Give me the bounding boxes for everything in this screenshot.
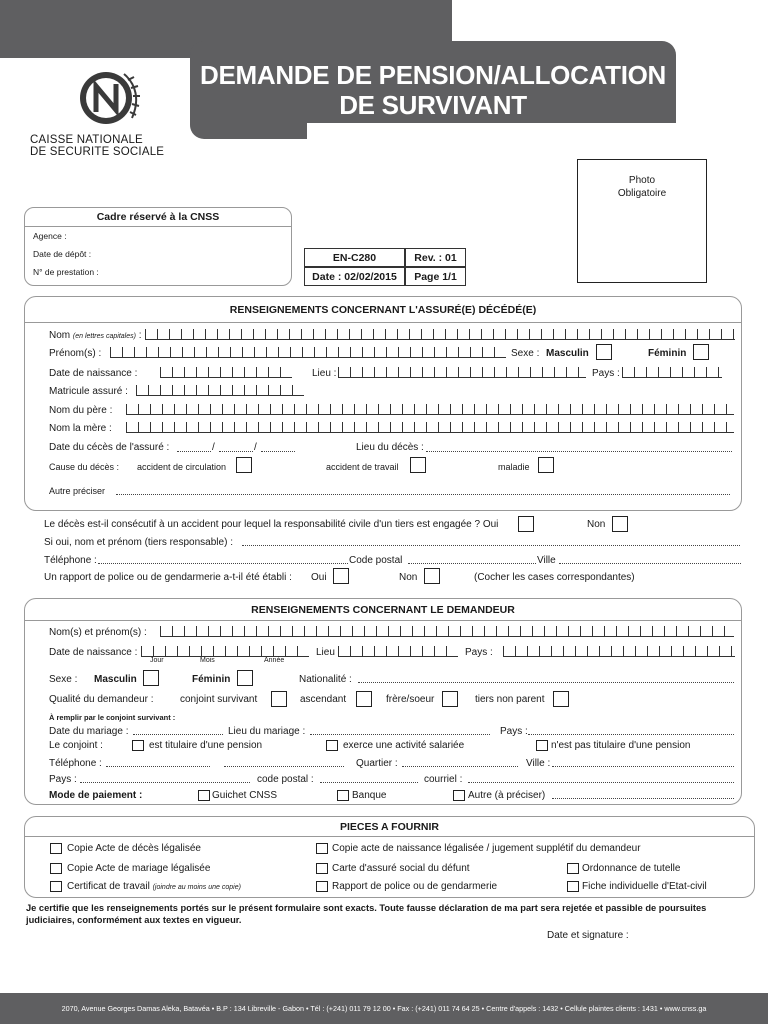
form-title-line1: DEMANDE DE PENSION/ALLOCATION	[199, 60, 667, 90]
cause-accident-travail-label: accident de travail	[326, 462, 399, 472]
date-deces-slash-1: /	[212, 442, 215, 453]
tiers-code-postal-input[interactable]	[408, 563, 536, 564]
piece-label-6: Certificat de travail	[67, 881, 150, 892]
demandeur-ville-label: Ville :	[526, 758, 551, 769]
masculin-label: Masculin	[546, 348, 589, 359]
cause-deces-label: Cause du décès :	[49, 462, 120, 472]
activite-salariee-checkbox[interactable]	[326, 740, 338, 751]
demandeur-lieu-label: Lieu	[316, 647, 335, 658]
agence-label: Agence :	[33, 231, 67, 241]
mariage-pays-label: Pays :	[500, 726, 528, 737]
tiers-telephone-input[interactable]	[98, 563, 348, 564]
maladie-checkbox[interactable]	[538, 457, 554, 473]
non-titulaire-checkbox[interactable]	[536, 740, 548, 751]
piece-label-5: Ordonnance de tutelle	[582, 863, 681, 874]
piece-checkbox-3[interactable]	[50, 863, 62, 874]
guichet-label: Guichet CNSS	[212, 790, 278, 801]
titulaire-pension-checkbox[interactable]	[132, 740, 144, 751]
certificat-hint: (joindre au moins une copie)	[152, 884, 241, 891]
nationalite-input[interactable]	[358, 682, 734, 683]
matricule-input[interactable]	[136, 385, 304, 396]
cnss-reserved-box	[24, 207, 292, 286]
nom-mere-input[interactable]	[126, 422, 734, 433]
tiers-ville-input[interactable]	[559, 563, 741, 564]
ascendant-label: ascendant	[300, 694, 347, 705]
demandeur-date-naissance-input[interactable]	[141, 646, 309, 657]
rapport-non-checkbox[interactable]	[424, 568, 440, 584]
org-name	[30, 134, 164, 158]
piece-checkbox-5[interactable]	[567, 863, 579, 874]
tiers-ville-label: Ville	[537, 555, 556, 566]
demandeur-date-naissance-label: Date de naissance :	[49, 647, 138, 658]
courriel-label: courriel :	[424, 774, 463, 785]
feminin-checkbox[interactable]	[693, 344, 709, 360]
demandeur-telephone-input-2[interactable]	[224, 766, 344, 767]
demandeur-code-postal-label: code postal :	[257, 774, 314, 785]
tiers-telephone-label: Téléphone :	[44, 555, 97, 566]
rapport-oui-checkbox[interactable]	[333, 568, 349, 584]
pays-input[interactable]	[622, 367, 722, 378]
date-naissance-input[interactable]	[160, 367, 292, 378]
demandeur-masculin-checkbox[interactable]	[143, 670, 159, 686]
date-deces-year[interactable]	[261, 451, 295, 452]
date-deces-label: Date du cécès de l'assuré :	[49, 442, 170, 453]
piece-label-4: Carte d'assuré social du défunt	[332, 863, 470, 874]
matricule-label: Matricule assuré :	[49, 386, 128, 397]
pays-label: Pays :	[592, 368, 620, 379]
conjoint-survivant-checkbox[interactable]	[271, 691, 287, 707]
demandeur-feminin-label: Féminin	[192, 674, 231, 685]
cocher-instruction: (Cocher les cases correspondantes)	[474, 572, 635, 583]
quartier-label: Quartier :	[356, 758, 398, 769]
nom-mere-label: Nom la mère :	[49, 423, 112, 434]
autre-paiement-input[interactable]	[552, 798, 734, 799]
photo-required-label: Obligatoire	[617, 188, 667, 199]
titulaire-pension-label: est titulaire d'une pension	[149, 740, 263, 751]
piece-label-2: Copie acte de naissance légalisée / jugement supplétif du demandeur	[332, 843, 641, 854]
masculin-checkbox[interactable]	[596, 344, 612, 360]
mois-hint: Mois	[200, 657, 215, 664]
accident-travail-checkbox[interactable]	[410, 457, 426, 473]
lieu-deces-input[interactable]	[426, 451, 732, 452]
demandeur-sexe-label: Sexe :	[49, 674, 78, 685]
title-banner-notch	[307, 123, 676, 139]
demandeur-masculin-label: Masculin	[94, 674, 137, 685]
conjoint-instruction: À remplir par le conjoint survivant :	[49, 713, 176, 722]
footer-address: 2070, Avenue Georges Damas Aleka, Batavéa • B.P : 134 Libreville - Gabon • Tél : (+241) 011 79 12 00 • Fax : (+241) 011 74 64 25 • Centre d'appels : 1432 • Cellule plaintes clients : 1431 • www.cnss.ga	[0, 993, 768, 1024]
date-naissance-label: Date de naissance :	[49, 368, 138, 379]
form-code: EN-C280	[304, 248, 405, 267]
rapport-non-label: Non	[399, 572, 418, 583]
demandeur-feminin-checkbox[interactable]	[237, 670, 253, 686]
date-deces-month[interactable]	[219, 451, 253, 452]
annee-hint: Année	[264, 657, 285, 664]
tiers-oui-checkbox[interactable]	[518, 516, 534, 532]
guichet-checkbox[interactable]	[198, 790, 210, 801]
piece-label-8: Fiche individuelle d'Etat-civil	[582, 881, 707, 892]
tiers-code-postal-label: Code postal	[349, 555, 403, 566]
non-titulaire-label: n'est pas titulaire d'une pension	[551, 740, 691, 751]
lieu-input[interactable]	[338, 367, 586, 378]
nom-label	[49, 330, 142, 341]
piece-checkbox-7[interactable]	[316, 881, 328, 892]
cnss-reserved-title: Cadre réservé à la CNSS	[25, 208, 291, 227]
form-revision: Rev. : 01	[405, 248, 466, 267]
autre-paiement-label: Autre (à préciser)	[468, 790, 546, 801]
tiers-question: Le décès est-il consécutif à un accident pour lequel la responsabilité civile d'un tiers est engagée ? Oui	[44, 519, 499, 530]
demandeur-lieu-input[interactable]	[338, 646, 458, 657]
demandeur-pays2-label: Pays :	[49, 774, 77, 785]
lieu-mariage-input[interactable]	[310, 734, 490, 735]
tiers-non-checkbox[interactable]	[612, 516, 628, 532]
prestation-label: N° de prestation :	[33, 267, 99, 277]
photo-box[interactable]	[577, 159, 707, 283]
lieu-mariage-label: Lieu du mariage :	[228, 726, 306, 737]
tiers-non-label: Non	[587, 519, 606, 530]
date-deces-day[interactable]	[177, 451, 211, 452]
prenom-label: Prénom(s) :	[49, 348, 102, 359]
demandeur-header-divider	[24, 620, 742, 621]
date-mariage-input[interactable]	[133, 734, 223, 735]
piece-checkbox-4[interactable]	[316, 863, 328, 874]
autre-paiement-checkbox[interactable]	[453, 790, 465, 801]
demandeur-pays-label: Pays :	[465, 647, 493, 658]
nom-colon: :	[138, 330, 142, 341]
nom-input[interactable]	[145, 329, 735, 340]
piece-label-1: Copie Acte de décès légalisée	[67, 843, 201, 854]
cause-maladie-label: maladie	[498, 462, 530, 472]
cnss-logo-icon	[74, 66, 144, 130]
nom-label-text: Nom	[49, 330, 71, 341]
date-depot-label: Date de dépôt :	[33, 249, 92, 259]
courriel-input[interactable]	[468, 782, 734, 783]
ascendant-checkbox[interactable]	[356, 691, 372, 707]
piece-label-3: Copie Acte de mariage légalisée	[67, 863, 211, 874]
assure-section-title: RENSEIGNEMENTS CONCERNANT L'ASSURÉ(E) DÉCÉDÉ(E)	[229, 304, 537, 316]
signature-label: Date et signature :	[547, 930, 629, 941]
rapport-oui-label: Oui	[311, 572, 327, 583]
form-title-line2: DE SURVIVANT	[339, 90, 527, 120]
autre-preciser-label: Autre préciser	[49, 486, 106, 496]
rapport-police-label: Un rapport de police ou de gendarmerie a-t-il été établi :	[44, 572, 292, 583]
frere-soeur-checkbox[interactable]	[442, 691, 458, 707]
form-page: Page 1/1	[405, 267, 466, 286]
org-name-line2: DE SECURITE SOCIALE	[30, 146, 165, 158]
mode-paiement-label: Mode de paiement :	[49, 790, 143, 801]
le-conjoint-label: Le conjoint :	[49, 740, 103, 751]
nom-hint: (en lettres capitales)	[72, 333, 136, 340]
tiers-nom-label: Si oui, nom et prénom (tiers responsable) :	[44, 537, 233, 548]
piece-checkbox-2[interactable]	[316, 843, 328, 854]
piece-checkbox-8[interactable]	[567, 881, 579, 892]
qualite-label: Qualité du demandeur :	[49, 694, 154, 705]
demandeur-telephone-label: Téléphone :	[49, 758, 102, 769]
accident-circulation-checkbox[interactable]	[236, 457, 252, 473]
assure-header-divider	[24, 322, 742, 323]
demandeur-code-postal-input[interactable]	[320, 782, 418, 783]
activite-salariee-label: exerce une activité salariée	[343, 740, 465, 751]
demandeur-pays2-input[interactable]	[80, 782, 250, 783]
date-deces-slash-2: /	[254, 442, 257, 453]
sexe-label: Sexe :	[511, 348, 540, 359]
form-title	[190, 60, 676, 120]
demandeur-noms-label: Nom(s) et prénom(s) :	[49, 627, 147, 638]
tiers-nom-input[interactable]	[242, 545, 740, 546]
date-mariage-label: Date du mariage :	[49, 726, 129, 737]
piece-checkbox-6[interactable]	[50, 881, 62, 892]
mariage-pays-input[interactable]	[528, 734, 734, 735]
demandeur-pays-input[interactable]	[503, 646, 735, 657]
cause-accident-circulation-label: accident de circulation	[137, 462, 227, 472]
demandeur-telephone-input[interactable]	[106, 766, 210, 767]
tiers-non-parent-label: tiers non parent	[475, 694, 545, 705]
piece-checkbox-1[interactable]	[50, 843, 62, 854]
photo-label: Photo	[628, 175, 656, 186]
autre-preciser-input[interactable]	[116, 494, 730, 495]
banque-label: Banque	[352, 790, 387, 801]
demandeur-ville-input[interactable]	[552, 766, 734, 767]
nom-pere-input[interactable]	[126, 404, 734, 415]
prenom-input[interactable]	[110, 347, 506, 358]
jour-hint: Jour	[150, 657, 164, 664]
feminin-label: Féminin	[648, 348, 687, 359]
nationalite-label: Nationalité :	[299, 674, 352, 685]
lieu-label: Lieu :	[312, 368, 337, 379]
lieu-deces-label: Lieu du décès :	[356, 442, 424, 453]
form-date: Date : 02/02/2015	[304, 267, 405, 286]
conjoint-survivant-label: conjoint survivant	[180, 694, 258, 705]
demandeur-noms-input[interactable]	[160, 626, 734, 637]
pieces-header-divider	[24, 836, 755, 837]
demandeur-section-title: RENSEIGNEMENTS CONCERNANT LE DEMANDEUR	[251, 604, 515, 616]
tiers-non-parent-checkbox[interactable]	[553, 691, 569, 707]
frere-soeur-label: frère/soeur	[386, 694, 435, 705]
pieces-section-title: PIECES A FOURNIR	[340, 821, 439, 833]
org-name-line1: CAISSE NATIONALE	[30, 134, 143, 146]
nom-pere-label: Nom du père :	[49, 405, 113, 416]
banque-checkbox[interactable]	[337, 790, 349, 801]
certification-text: Je certifie que les renseignements portés sur le présent formulaire sont exacts. Toute fausse déclaration de ma part sera rejetée et passible de poursuites judiciaires, conformément aux textes en vigueur.	[26, 903, 707, 925]
piece-label-7: Rapport de police ou de gendarmerie	[332, 881, 498, 892]
quartier-input[interactable]	[402, 766, 518, 767]
